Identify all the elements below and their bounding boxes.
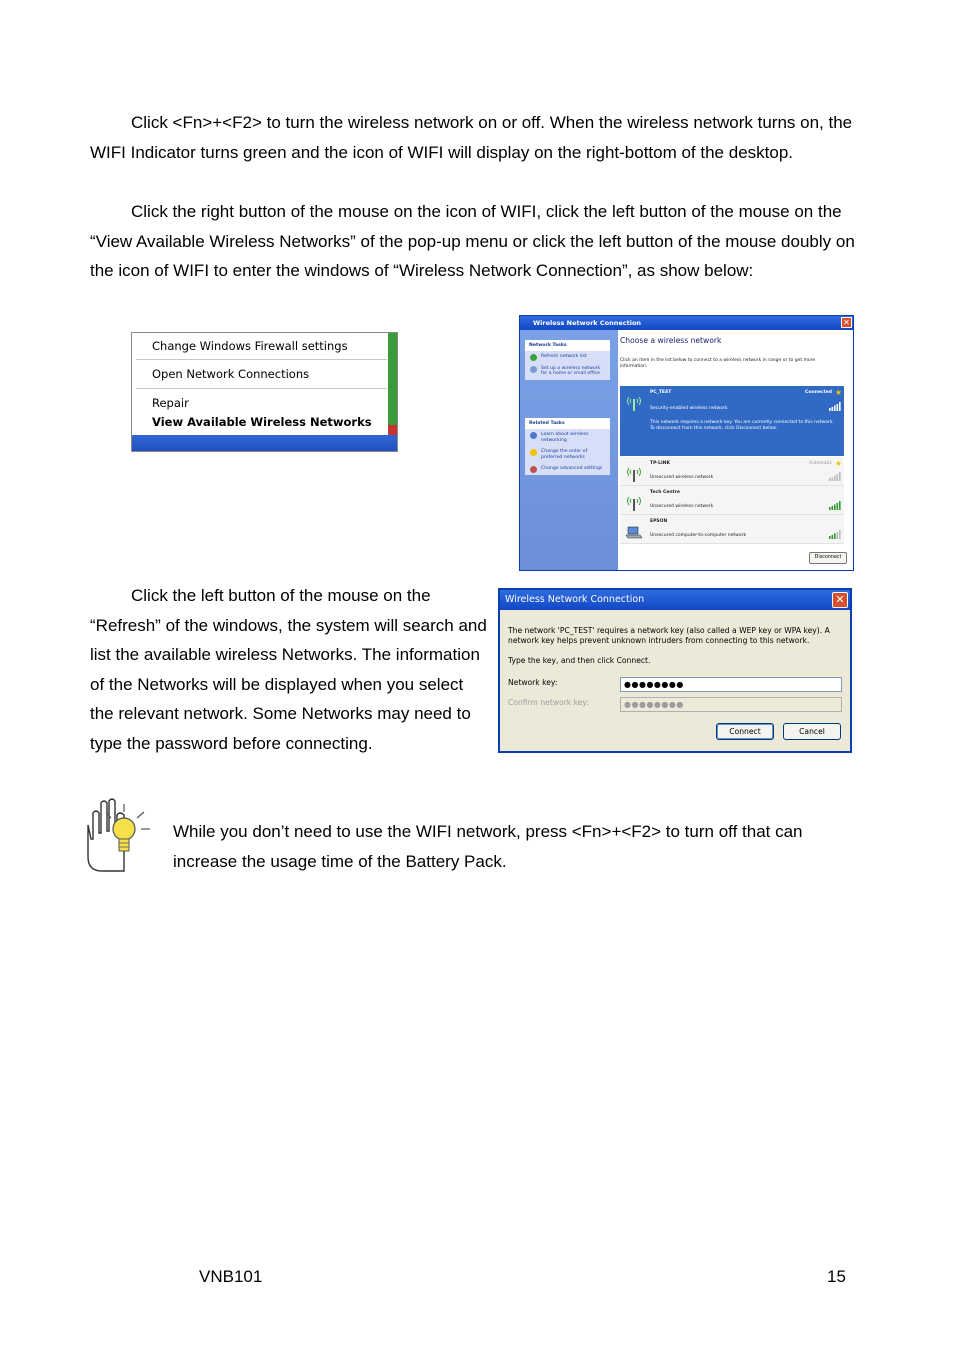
network-list-area <box>618 330 853 570</box>
refresh-icon <box>530 354 537 361</box>
disconnect-button[interactable]: Disconnect <box>809 552 847 564</box>
confirm-key-label: Confirm network key: <box>508 698 589 707</box>
dialog-message: The network 'PC_TEST' requires a network key (also called a WEP key or WPA key). A network key helps prevent unknown intruders from connecting to this network. <box>508 626 830 645</box>
page-number: 15 <box>827 1267 846 1286</box>
paragraph-wifi-toggle: Click <Fn>+<F2> to turn the wireless network on or off. When the wireless network turns on, the WIFI Indicator turns green and the icon of WIFI will display on the right-bottom of the desktop. <box>90 113 853 162</box>
network-name: TP-LINK <box>650 461 670 466</box>
network-item[interactable] <box>620 515 844 544</box>
antenna-icon <box>626 394 642 412</box>
network-security: Unsecured wireless network <box>650 504 714 509</box>
confirm-key-input[interactable]: ●●●●●●●● <box>620 697 842 712</box>
task-sidebar <box>520 330 618 570</box>
list-intro: Click an item in the list below to connect to a wireless network in range or to get more information. <box>620 358 816 369</box>
menu-separator <box>136 388 387 389</box>
taskbar <box>132 435 397 451</box>
network-key-label: Network key: <box>508 678 558 687</box>
signal-bars-icon <box>829 530 841 539</box>
cancel-button[interactable]: Cancel <box>783 723 841 740</box>
menu-item-firewall[interactable]: Change Windows Firewall settings <box>152 339 348 353</box>
star-icon: ★ <box>834 459 842 468</box>
window-title: Wireless Network Connection <box>520 316 853 330</box>
signal-bars-icon <box>829 501 841 510</box>
network-item[interactable] <box>620 486 844 515</box>
connect-button[interactable]: Connect <box>716 723 774 740</box>
related-tasks-panel <box>525 418 610 475</box>
list-heading: Choose a wireless network <box>620 336 722 345</box>
menu-item-open-connections[interactable]: Open Network Connections <box>152 367 310 381</box>
task-learn[interactable]: Learn about wireless networking <box>525 429 610 446</box>
network-status: Automatic <box>808 461 832 466</box>
network-security: Security-enabled wireless network <box>650 406 728 411</box>
network-key-input[interactable]: ●●●●●●●● <box>620 677 842 692</box>
signal-bars-icon <box>829 402 841 411</box>
info-icon <box>530 432 537 439</box>
signal-bars-icon <box>829 472 841 481</box>
star-icon: ★ <box>834 388 842 397</box>
menu-item-view-wireless[interactable]: View Available Wireless Networks <box>152 415 372 429</box>
task-order[interactable]: Change the order of preferred networks <box>525 446 610 463</box>
network-detail: This network requires a network key. You are currently connected to this network. To disconnect from this network, click Disconnect below. <box>650 420 834 431</box>
network-item-selected[interactable] <box>620 386 844 456</box>
network-status: Connected <box>805 390 832 395</box>
hand-lightbulb-icon <box>84 795 158 873</box>
network-security: Unsecured computer-to-computer network <box>650 533 747 538</box>
close-icon[interactable]: ✕ <box>832 592 848 608</box>
paragraph-open-networks: Click the right button of the mouse on the icon of WIFI, click the left button of the mouse on the “View Available Wireless Networks” of the pop-up menu or click the left button of the mouse doubly on the icon of WIFI to enter the windows of “Wireless Network Connection”, as show below: <box>90 202 855 280</box>
footer-model: VNB101 <box>199 1267 263 1286</box>
wireless-network-window <box>519 315 854 571</box>
menu-item-repair[interactable]: Repair <box>152 396 189 410</box>
panel-header: Network Tasks <box>525 340 610 351</box>
network-name: PC_TEST <box>650 390 672 395</box>
network-security: Unsecured wireless network <box>650 475 714 480</box>
close-icon[interactable]: ✕ <box>841 317 852 328</box>
menu-separator <box>136 359 387 360</box>
star-icon <box>530 449 537 456</box>
setup-icon <box>530 366 537 373</box>
network-name: Tech Centre <box>650 490 680 495</box>
network-name: EPSON <box>650 519 668 524</box>
desktop-strip <box>388 333 397 437</box>
task-advanced[interactable]: Change advanced settings <box>525 463 610 475</box>
wifi-context-menu <box>131 332 398 452</box>
settings-icon <box>530 466 537 473</box>
network-item[interactable] <box>620 457 844 486</box>
paragraph-refresh: Click the left button of the mouse on the “Refresh” of the windows, the system will search and list the available wireless Networks. The information of the Networks will be displayed when you select the relevant network. Some Networks may need to type the password before connecting. <box>90 586 487 753</box>
task-refresh[interactable]: Refresh network list <box>525 351 610 363</box>
antenna-icon <box>626 494 642 512</box>
dialog-instruction: Type the key, and then click Connect. <box>508 656 651 665</box>
antenna-icon <box>626 465 642 483</box>
network-tasks-panel <box>525 340 610 380</box>
dialog-title: Wireless Network Connection <box>500 590 850 610</box>
note-text: While you don’t need to use the WIFI network, press <Fn>+<F2> to turn off that can increase the usage time of the Battery Pack. <box>173 822 803 871</box>
network-key-dialog <box>498 588 852 753</box>
task-setup[interactable]: Set up a wireless network for a home or small office <box>525 363 610 380</box>
panel-header: Related Tasks <box>525 418 610 429</box>
laptop-network-icon <box>626 523 642 541</box>
